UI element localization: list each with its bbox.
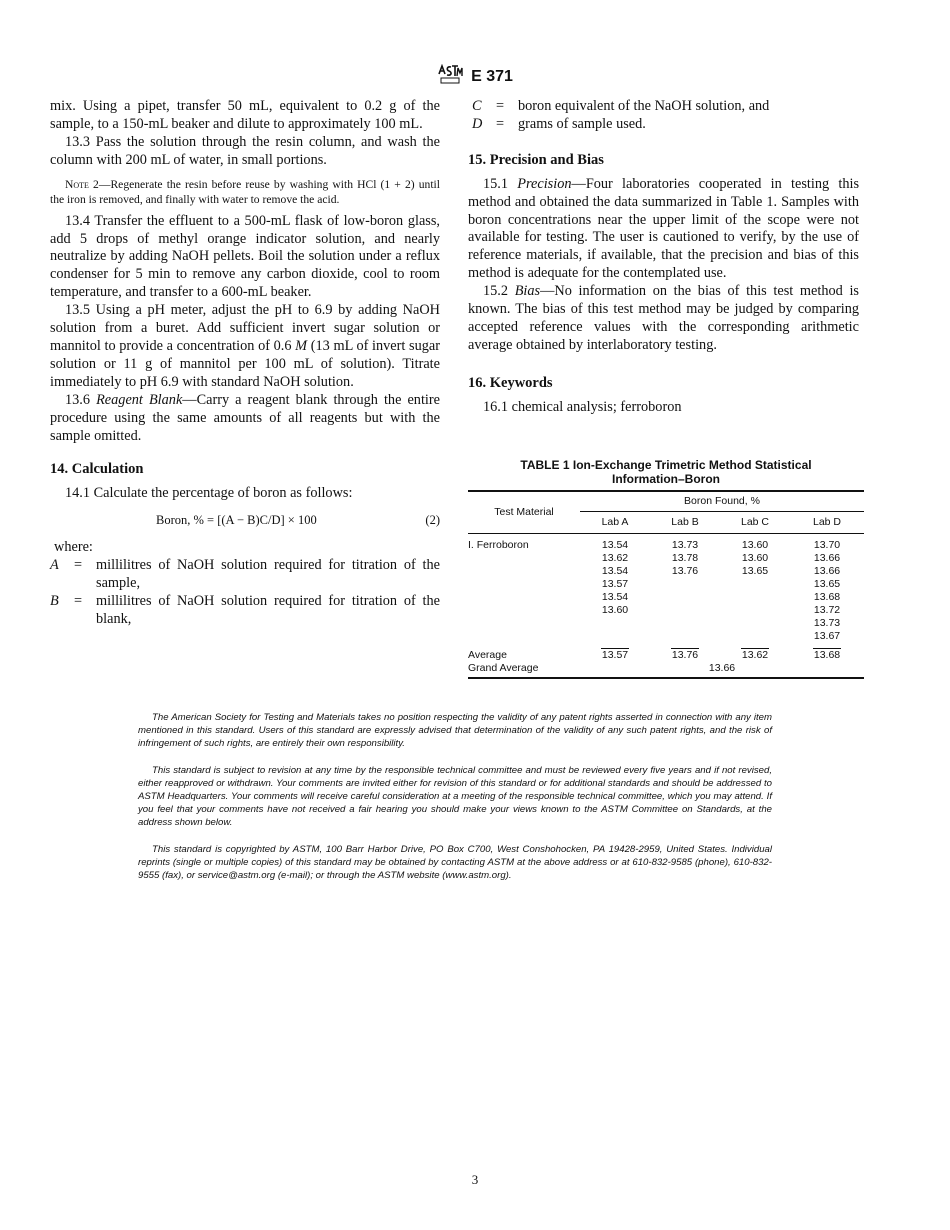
note-2-text: —Regenerate the resin before reuse by washing with HCl (1 + 2) until the iron is removed, and finally with water to remove the acid. xyxy=(50,177,440,206)
paragraph-13-4: 13.4 Transfer the effluent to a 500-mL flask of low-boron glass, add 5 drops of methyl orange indicator solution, and nearly neutralize by adding NaOH pellets. Boil the solution under a reflux condenser for 5 min to remove any carbon dioxide, cool to room temperature, and transfer to a 600-mL beaker. xyxy=(50,212,440,301)
cell: 13.62 xyxy=(601,552,629,564)
table-row xyxy=(468,591,864,604)
definition-c xyxy=(468,98,859,116)
definition-a xyxy=(50,557,440,593)
cell: 13.60 xyxy=(601,604,629,616)
left-column xyxy=(50,98,440,629)
average-label: Average xyxy=(468,649,507,661)
table-row xyxy=(468,565,864,578)
average-row xyxy=(468,649,864,662)
definition-symbol: C xyxy=(472,98,482,114)
definition-equals: = xyxy=(74,557,83,574)
cell xyxy=(650,591,720,604)
average-cell: 13.68 xyxy=(813,649,841,661)
header-lab-a: Lab A xyxy=(601,516,629,528)
definition-symbol: A xyxy=(50,557,59,574)
definition-symbol: B xyxy=(50,592,59,609)
paragraph-15-2 xyxy=(468,283,859,355)
cell: 13.60 xyxy=(741,552,769,564)
cell: 13.70 xyxy=(813,539,841,551)
cell xyxy=(720,591,790,604)
designation: E 371 xyxy=(471,67,513,85)
header-test-material: Test Material xyxy=(468,491,580,534)
header-boron-found: Boron Found, % xyxy=(580,491,864,512)
paragraph-13-6 xyxy=(50,392,440,446)
table-row xyxy=(468,552,864,565)
cell: 13.54 xyxy=(601,591,629,603)
table-row xyxy=(468,630,864,643)
material-label: I. Ferroboron xyxy=(468,539,529,551)
table-row xyxy=(468,578,864,591)
definition-text: boron equivalent of the NaOH solution, and xyxy=(518,98,770,114)
cell: 13.57 xyxy=(601,578,629,590)
page-header xyxy=(0,64,950,89)
table-title-line-1: TABLE 1 Ion-Exchange Trimetric Method Statistical xyxy=(520,458,812,472)
revision-notice: This standard is subject to revision at any time by the responsible technical committee and must be reviewed every five years and if not revised, either reapproved or withdrawn. Your comments are invited either for revision of this standard or for additional standards and should be addressed to ASTM Headquarters. Your comments will receive careful consideration at a meeting of the responsible technical committee, which you may attend. If you feel that your comments have not received a fair hearing you should make your views known to the ASTM Committee on Standards, at the address shown below. xyxy=(138,765,772,828)
cell: 13.54 xyxy=(601,565,629,577)
equation-number: (2) xyxy=(425,513,440,528)
cell xyxy=(720,604,790,617)
cell: 13.73 xyxy=(813,617,841,629)
cell xyxy=(580,617,650,630)
term-reagent-blank: Reagent Blank xyxy=(96,391,183,408)
legal-footer xyxy=(138,711,772,896)
heading-14: 14. Calculation xyxy=(50,461,144,478)
paragraph-13-3: 13.3 Pass the solution through the resin column, and wash the column with 200 mL of water, in small portions. xyxy=(50,133,440,168)
cell: 13.60 xyxy=(741,539,769,551)
cell xyxy=(650,578,720,591)
paragraph-13-5 xyxy=(50,302,440,392)
heading-16: 16. Keywords xyxy=(468,374,553,391)
equation-formula: Boron, % = [(A − B)C/D] × 100 xyxy=(156,513,317,528)
paragraph-15-1-num: 15.1 xyxy=(483,175,518,192)
note-2 xyxy=(50,177,440,207)
definition-equals: = xyxy=(74,592,83,609)
cell xyxy=(720,630,790,643)
paragraph-13-5-a: 13.5 Using a pH meter, adjust the pH to 6.9 by adding NaOH solution from a buret. Add sufficient invert sugar solution or mannitol to provide a concentration of 0.6 xyxy=(50,302,440,354)
heading-15: 15. Precision and Bias xyxy=(468,151,604,168)
cell: 13.54 xyxy=(601,539,629,551)
table-1 xyxy=(468,458,864,679)
cell xyxy=(650,617,720,630)
equation-2 xyxy=(50,509,440,535)
boron-data-table xyxy=(468,490,864,679)
definition-equals: = xyxy=(496,115,505,132)
cell xyxy=(720,617,790,630)
average-cell: 13.76 xyxy=(671,649,699,661)
definition-text: millilitres of NaOH solution required for titration of the blank, xyxy=(96,592,440,627)
definition-b xyxy=(50,593,440,629)
paragraph-16-1: 16.1 chemical analysis; ferroboron xyxy=(483,398,682,415)
patent-notice: The American Society for Testing and Materials takes no position respecting the validity of any patent rights asserted in connection with any item mentioned in this standard. Users of this standard are expressly advised that determination of the validity of any such patent rights, and the risk of infringement of such rights, are entirely their own responsibility. xyxy=(138,712,772,749)
definition-text: grams of sample used. xyxy=(518,115,646,132)
cell: 13.73 xyxy=(671,539,699,551)
grand-average-label: Grand Average xyxy=(468,662,539,674)
right-column xyxy=(468,98,859,417)
header-lab-b: Lab B xyxy=(671,516,699,528)
average-cell: 13.57 xyxy=(601,649,629,661)
average-cell: 13.62 xyxy=(741,649,769,661)
paragraph-13-6-text: —Carry a reagent blank through the entire procedure using the same amounts of all reagents but with the sample omitted. xyxy=(50,391,441,444)
paragraph-13-6-num: 13.6 xyxy=(65,391,97,408)
paragraph-15-1-text: —Four laboratories cooperated in testing this method and obtained the data summarized in Table 1. Samples with boron concentrations near the upper limit of the scope were not available for testing. The user is cautioned to verify, by the use of reference materials, if available, that the precision and bias of this method is adequate for the contemplated use. xyxy=(468,175,860,282)
paragraph-15-2-num: 15.2 xyxy=(483,283,515,300)
table-row xyxy=(468,534,864,553)
paragraph-13-5-b: (13 mL of invert sugar solution or 11 g of mannitol per 100 mL of solution). Titrate immediately to pH 6.9 with standard NaOH solution. xyxy=(50,337,440,390)
cell: 13.72 xyxy=(813,604,841,616)
paragraph-15-2-text: —No information on the bias of this test method is known. The bias of this test method may be judged by comparing accepted reference values with the corresponding arithmetic average obtained by interlaboratory testing. xyxy=(468,283,859,353)
header-lab-d: Lab D xyxy=(812,516,842,528)
paragraph-14-1: 14.1 Calculate the percentage of boron as follows: xyxy=(65,485,353,502)
note-2-label: Note 2 xyxy=(65,177,99,191)
cell: 13.78 xyxy=(671,552,699,564)
definition-text: millilitres of NaOH solution required for titration of the sample, xyxy=(96,557,440,592)
cell: 13.66 xyxy=(813,552,841,564)
paragraph-intro: mix. Using a pipet, transfer 50 mL, equivalent to 0.2 g of the sample, to a 150-mL beaker and dilute to approximately 100 mL. xyxy=(50,98,440,132)
cell: 13.68 xyxy=(813,591,841,603)
cell: 13.65 xyxy=(741,565,769,577)
cell xyxy=(580,630,650,643)
cell: 13.67 xyxy=(813,630,841,642)
cell: 13.65 xyxy=(813,578,841,590)
copyright-notice: This standard is copyrighted by ASTM, 100 Barr Harbor Drive, PO Box C700, West Conshohocken, PA 19428-2959, United States. Individual reprints (single or multiple copies) of this standard may be obtained by contacting ASTM at the above address or at 610-832-9585 (phone), 610-832-9555 (fax), or service@astm.org (e-mail); or through the ASTM website (www.astm.org). xyxy=(138,844,772,881)
definition-equals: = xyxy=(496,98,505,114)
grand-average-value: 13.66 xyxy=(708,662,736,674)
term-bias: Bias xyxy=(514,283,541,300)
molarity-symbol: M xyxy=(295,337,308,354)
paragraph-15-1 xyxy=(468,176,859,283)
table-title-line-2: Information–Boron xyxy=(612,472,720,486)
grand-average-row xyxy=(468,662,864,678)
cell xyxy=(720,578,790,591)
table-title xyxy=(468,458,864,486)
term-precision: Precision xyxy=(517,175,572,192)
cell: 13.66 xyxy=(813,565,841,577)
table-row xyxy=(468,617,864,630)
definition-symbol: D xyxy=(472,115,483,132)
table-row xyxy=(468,604,864,617)
cell: 13.76 xyxy=(671,565,699,577)
astm-logo-icon xyxy=(437,64,463,89)
cell xyxy=(650,604,720,617)
definition-d xyxy=(468,116,859,134)
where-label: where: xyxy=(54,539,93,556)
page-number: 3 xyxy=(471,1172,479,1187)
cell xyxy=(650,630,720,643)
header-lab-c: Lab C xyxy=(740,516,770,528)
